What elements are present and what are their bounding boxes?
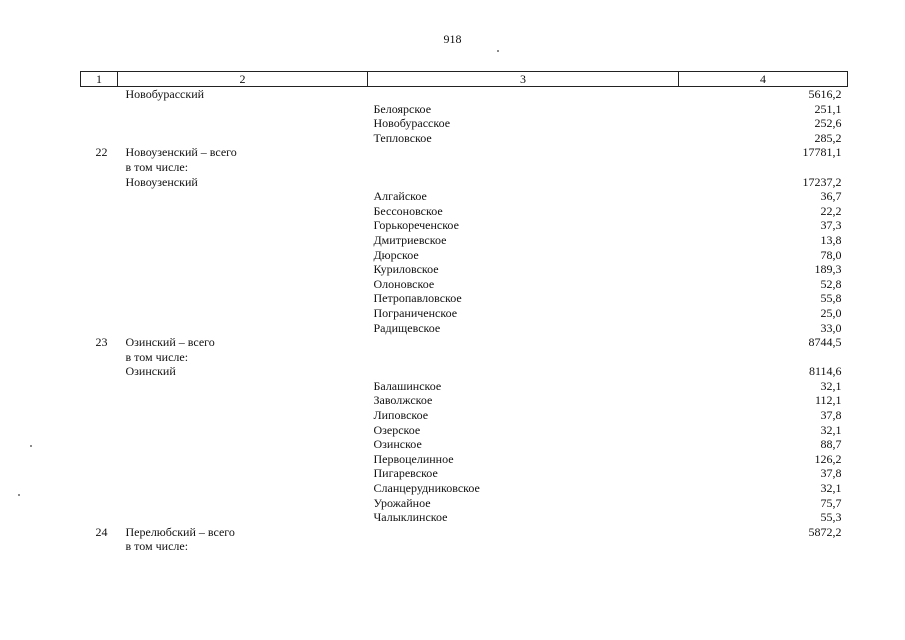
amount-value: 189,3 [814,262,842,277]
district-name: Новоузенский – всего [125,145,237,160]
district-name [118,379,368,394]
row-number [81,116,118,131]
amount-value: 33,0 [820,320,842,335]
row-number: 22 [95,145,108,160]
row-number [81,393,118,408]
row-number [81,481,118,496]
settlement-name: Тепловское [373,130,432,145]
settlement-name: Олоновское [373,276,435,291]
amount-value: 22,2 [820,203,842,218]
row-number [81,539,118,554]
row-number [81,306,118,321]
amount-value: 52,8 [820,276,842,291]
amount-value: 32,1 [820,481,842,496]
district-name: Озинский [125,364,176,379]
settlement-name: Сланцерудниковское [373,481,480,496]
district-name [118,291,368,306]
settlement-name: Чалыклинское [373,510,448,525]
table-row [81,189,848,204]
amount-value: 55,3 [820,510,842,525]
table-row [81,393,848,408]
settlement-name: Радищевское [373,320,441,335]
table-row [81,175,848,190]
settlement-name [368,175,679,190]
table-row [81,102,848,117]
row-number [81,437,118,452]
table-row [81,160,848,175]
settlement-name: Заволжское [373,393,433,408]
table-row [81,350,848,365]
amount-value: 75,7 [820,495,842,510]
row-number [81,160,118,175]
amount-value: 13,8 [820,232,842,247]
amount-value: 8114,6 [808,364,842,379]
district-name: Новоузенский [125,174,198,189]
amount-value: 252,6 [814,116,842,131]
settlement-name: Липовское [373,408,429,423]
column-header-2: 2 [118,72,368,87]
table-row [81,437,848,452]
row-number [81,452,118,467]
district-name [118,393,368,408]
district-name [118,248,368,263]
district-name [118,437,368,452]
table-row [81,510,848,525]
district-name [118,423,368,438]
amount-value: 17781,1 [802,145,842,160]
settlement-name: Алгайское [373,189,427,204]
table-row [81,262,848,277]
row-number [81,175,118,190]
column-header-3: 3 [368,72,679,87]
amount-value: 32,1 [820,378,842,393]
row-number [81,87,118,102]
column-header-4: 4 [679,72,848,87]
settlement-name: Озерское [373,422,421,437]
settlement-name: Первоцелинное [373,451,454,466]
settlement-name: Белоярское [373,101,432,116]
row-number [81,262,118,277]
district-name [118,481,368,496]
row-number [81,218,118,233]
amount-value: 17237,2 [802,174,842,189]
district-name [118,189,368,204]
settlement-name [368,525,679,540]
district-name: в том числе: [125,349,189,364]
district-name: Озинский – всего [125,335,215,350]
table-row [81,116,848,131]
row-number: 23 [95,335,108,350]
settlement-name: Бессоновское [373,203,443,218]
amount-value: 78,0 [820,247,842,262]
table-row [81,218,848,233]
district-name [118,321,368,336]
district-name: Новобурасский [125,87,205,101]
district-name: Перелюбский – всего [125,524,235,539]
amount-value: 88,7 [820,437,842,452]
settlement-name [368,364,679,379]
amount-value: 36,7 [820,189,842,204]
amount-value: 25,0 [820,305,842,320]
budget-table [80,71,848,554]
table-row [81,481,848,496]
district-name [118,510,368,525]
row-number [81,496,118,511]
settlement-name [368,160,679,175]
table-row [81,87,848,102]
table-row [81,539,848,554]
settlement-name [368,145,679,160]
column-number-row [81,72,848,87]
district-name [118,408,368,423]
settlement-name: Дюрское [373,247,419,262]
table-row [81,131,848,146]
column-header-1: 1 [81,72,118,87]
scan-speck [30,445,32,447]
amount-value: 126,2 [814,451,842,466]
settlement-name: Куриловское [373,262,439,277]
table-row [81,233,848,248]
amount-value [679,350,848,365]
settlement-name: Озинское [373,437,422,452]
settlement-name: Новобурасское [373,116,451,131]
district-name [118,496,368,511]
table-row [81,335,848,350]
row-number [81,291,118,306]
amount-value: 5872,2 [808,524,842,539]
table-row [81,145,848,160]
district-name: в том числе: [125,159,189,174]
table-row [81,452,848,467]
table-row [81,248,848,263]
district-name [118,102,368,117]
row-number [81,510,118,525]
table-row [81,423,848,438]
district-name [118,306,368,321]
settlement-name: Горькореченское [373,218,459,233]
settlement-name: Пограниченское [373,305,458,320]
district-name [118,131,368,146]
table-row [81,291,848,306]
table-row [81,496,848,511]
amount-value: 112,1 [814,393,842,408]
settlement-name: Дмитриевское [373,232,447,247]
row-number [81,277,118,292]
row-number [81,321,118,336]
row-number [81,423,118,438]
settlement-name [368,87,679,102]
table-row [81,525,848,540]
row-number [81,408,118,423]
row-number [81,350,118,365]
table-row [81,364,848,379]
table-body [81,87,848,555]
settlement-name: Балашинское [373,378,442,393]
row-number [81,466,118,481]
district-name [118,116,368,131]
amount-value: 37,8 [820,466,842,481]
amount-value: 5616,2 [808,87,842,101]
amount-value: 285,2 [814,130,842,145]
district-name [118,466,368,481]
row-number [81,379,118,394]
row-number [81,364,118,379]
settlement-name: Урожайное [373,495,431,510]
scan-speck [18,494,20,496]
amount-value: 37,8 [820,408,842,423]
table-row [81,379,848,394]
district-name [118,262,368,277]
amount-value: 37,3 [820,218,842,233]
row-number [81,102,118,117]
settlement-name: Пигаревское [373,466,438,481]
district-name [118,277,368,292]
row-number [81,189,118,204]
table-header [81,72,848,87]
amount-value: 55,8 [820,291,842,306]
row-number [81,204,118,219]
row-number [81,233,118,248]
amount-value [679,539,848,554]
district-name [118,452,368,467]
settlement-name [368,350,679,365]
settlement-name: Петропавловское [373,291,462,306]
settlement-name [368,335,679,350]
table-row [81,408,848,423]
district-name: в том числе: [125,539,189,554]
amount-value: 251,1 [814,101,842,116]
row-number [81,131,118,146]
district-name [118,204,368,219]
table-row [81,277,848,292]
district-name [118,218,368,233]
scan-speck [497,50,499,52]
table-row [81,306,848,321]
amount-value [679,160,848,175]
table-row [81,466,848,481]
settlement-name [368,539,679,554]
row-number [81,248,118,263]
page-number: 918 [443,32,462,46]
table-row [81,321,848,336]
table-row [81,204,848,219]
amount-value: 8744,5 [808,335,842,350]
district-name [118,233,368,248]
amount-value: 32,1 [820,422,842,437]
row-number: 24 [95,524,108,539]
